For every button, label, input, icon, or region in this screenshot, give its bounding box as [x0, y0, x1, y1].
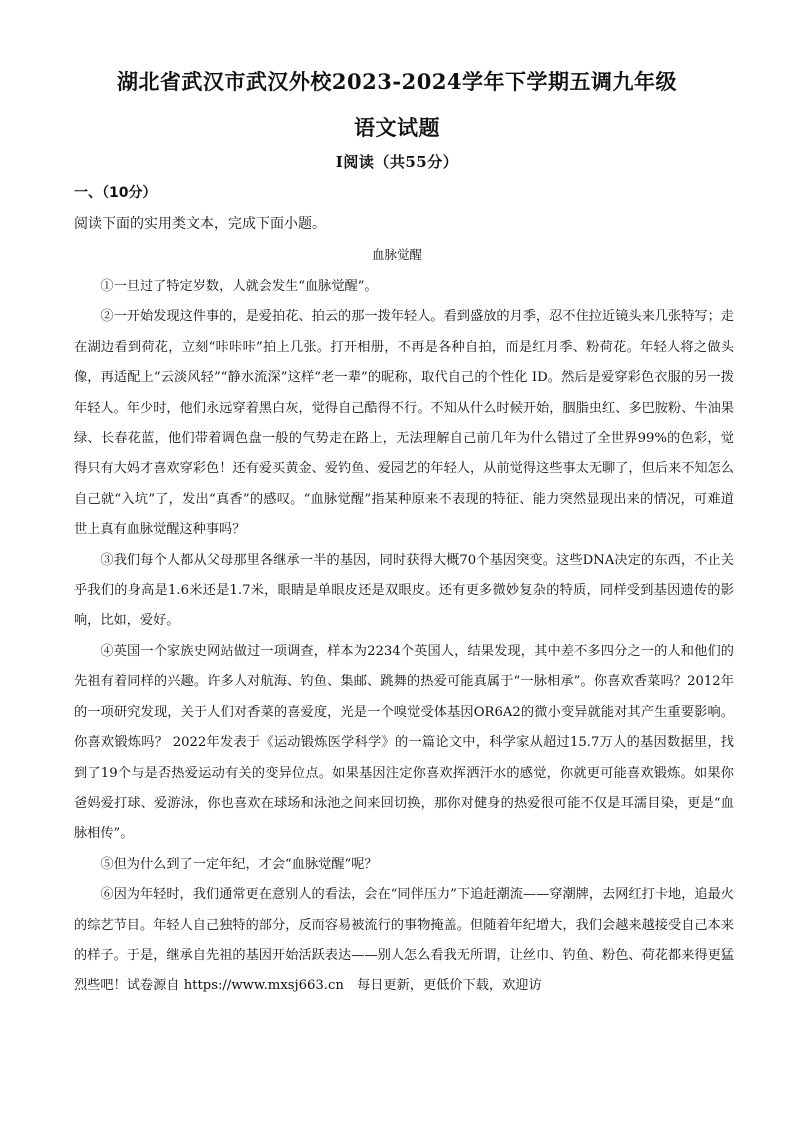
paragraph-2: ②一开始发现这件事的，是爱拍花、拍云的那一拨年轻人。看到盛放的月季，忍不住拉近镜头来几张特写；走在湖边看到荷花，立刻“咔咔咔”拍上几张。打开相册，不再是各种自拍，而是红月季、粉荷花。年轻人将之做头像，再适配上“云淡风轻”“静水流深”这样“老一辈”的昵称，取代自己的个性化 ID。然后是爱穿彩色衣服的另一拨年轻人。年少时，他们永远穿着黑白灰，觉得自己酷得不行。不知从什么时候开始，胭脂虫红、多巴胺粉、牛油果绿、长春花蓝，他们带着调色盘一般的气势走在路上，无法理解自己前几年为什么错过了全世界99%的色彩，觉得只有大妈才喜欢穿彩色！还有爱买黄金、爱钓鱼、爱园艺的年轻人，从前觉得这些事太无聊了，但后来不知怎么自己就“入坑”了，发出“真香”的感叹。“血脉觉醒”指某种原来不表现的特征、能力突然显现出来的情况，可难道世上真有血脉觉醒这种事吗？	[74, 309, 734, 538]
exam-subtitle: 语文试题	[354, 115, 440, 140]
paragraph-4: ④英国一个家族史网站做过一项调查，样本为2234个英国人，结果发现，其中差不多四分之一的人和他们的先祖有着同样的兴趣。许多人对航海、钓鱼、集邮、跳舞的热爱可能真属于“一脉相承”。你喜欢香菜吗？2012年的一项研究发现，关于人们对香菜的喜爱度，光是一个嗅觉受体基因OR6A2的微小变异就能对其产生重要影响。你喜欢锻炼吗？ 2022年发表于《运动锻炼医学科学》的一篇论文中，科学家从超过15.7万人的基因数据里，找到了19个与是否热爱运动有关的变异位点。如果基因注定你喜欢挥洒汗水的感觉，你就更可能喜欢锻炼。如果你爸妈爱打球、爱游泳，你也喜欢在球场和泳池之间来回切换，那你对健身的热爱很可能不仅是耳濡目染，更是“血脉相传”。	[74, 643, 734, 842]
paragraph-5: ⑤但为什么到了一定年纪，才会“血脉觉醒”呢？	[100, 856, 378, 872]
paragraph-6: ⑥因为年轻时，我们通常更在意别人的看法，会在“同伴压力”下追赶潮流——穿潮牌，去网红打卡地，追最火的综艺节目。年轻人自己独特的部分，反而容易被流行的事物掩盖。但随着年纪增大，我们会越来越接受自己本来的样子。于是，继承自先祖的基因开始活跃表达——别人怎么看我无所谓，让丝巾、钓鱼、粉色、荷花都来得更猛烈些吧！试卷源自 https://www.mxsj663.cn 每日更新，更低价下载，欢迎访	[74, 887, 734, 994]
paragraph-1: ①一旦过了特定岁数，人就会发生“血脉觉醒”。	[100, 279, 378, 294]
section-instruction: 阅读下面的实用类文本，完成下面小题。	[74, 216, 326, 232]
paragraph-3: ③我们每个人都从父母那里各继承一半的基因，同时获得大概70个基因突变。这些DNA决定的东西，不止关乎我们的身高是1.6米还是1.7米，眼睛是单眼皮还是双眼皮。还有更多微妙复杂的特质，同样受到基因遗传的影响，比如，爱好。	[74, 552, 734, 629]
exam-title: 湖北省武汉市武汉外校2023-2024学年下学期五调九年级	[116, 69, 678, 94]
article-title: 血脉觉醒	[371, 247, 422, 262]
section-heading: 一、（10分）	[74, 185, 157, 201]
part-heading: I阅读（共55分）	[335, 153, 459, 171]
article-body	[74, 272, 734, 1002]
